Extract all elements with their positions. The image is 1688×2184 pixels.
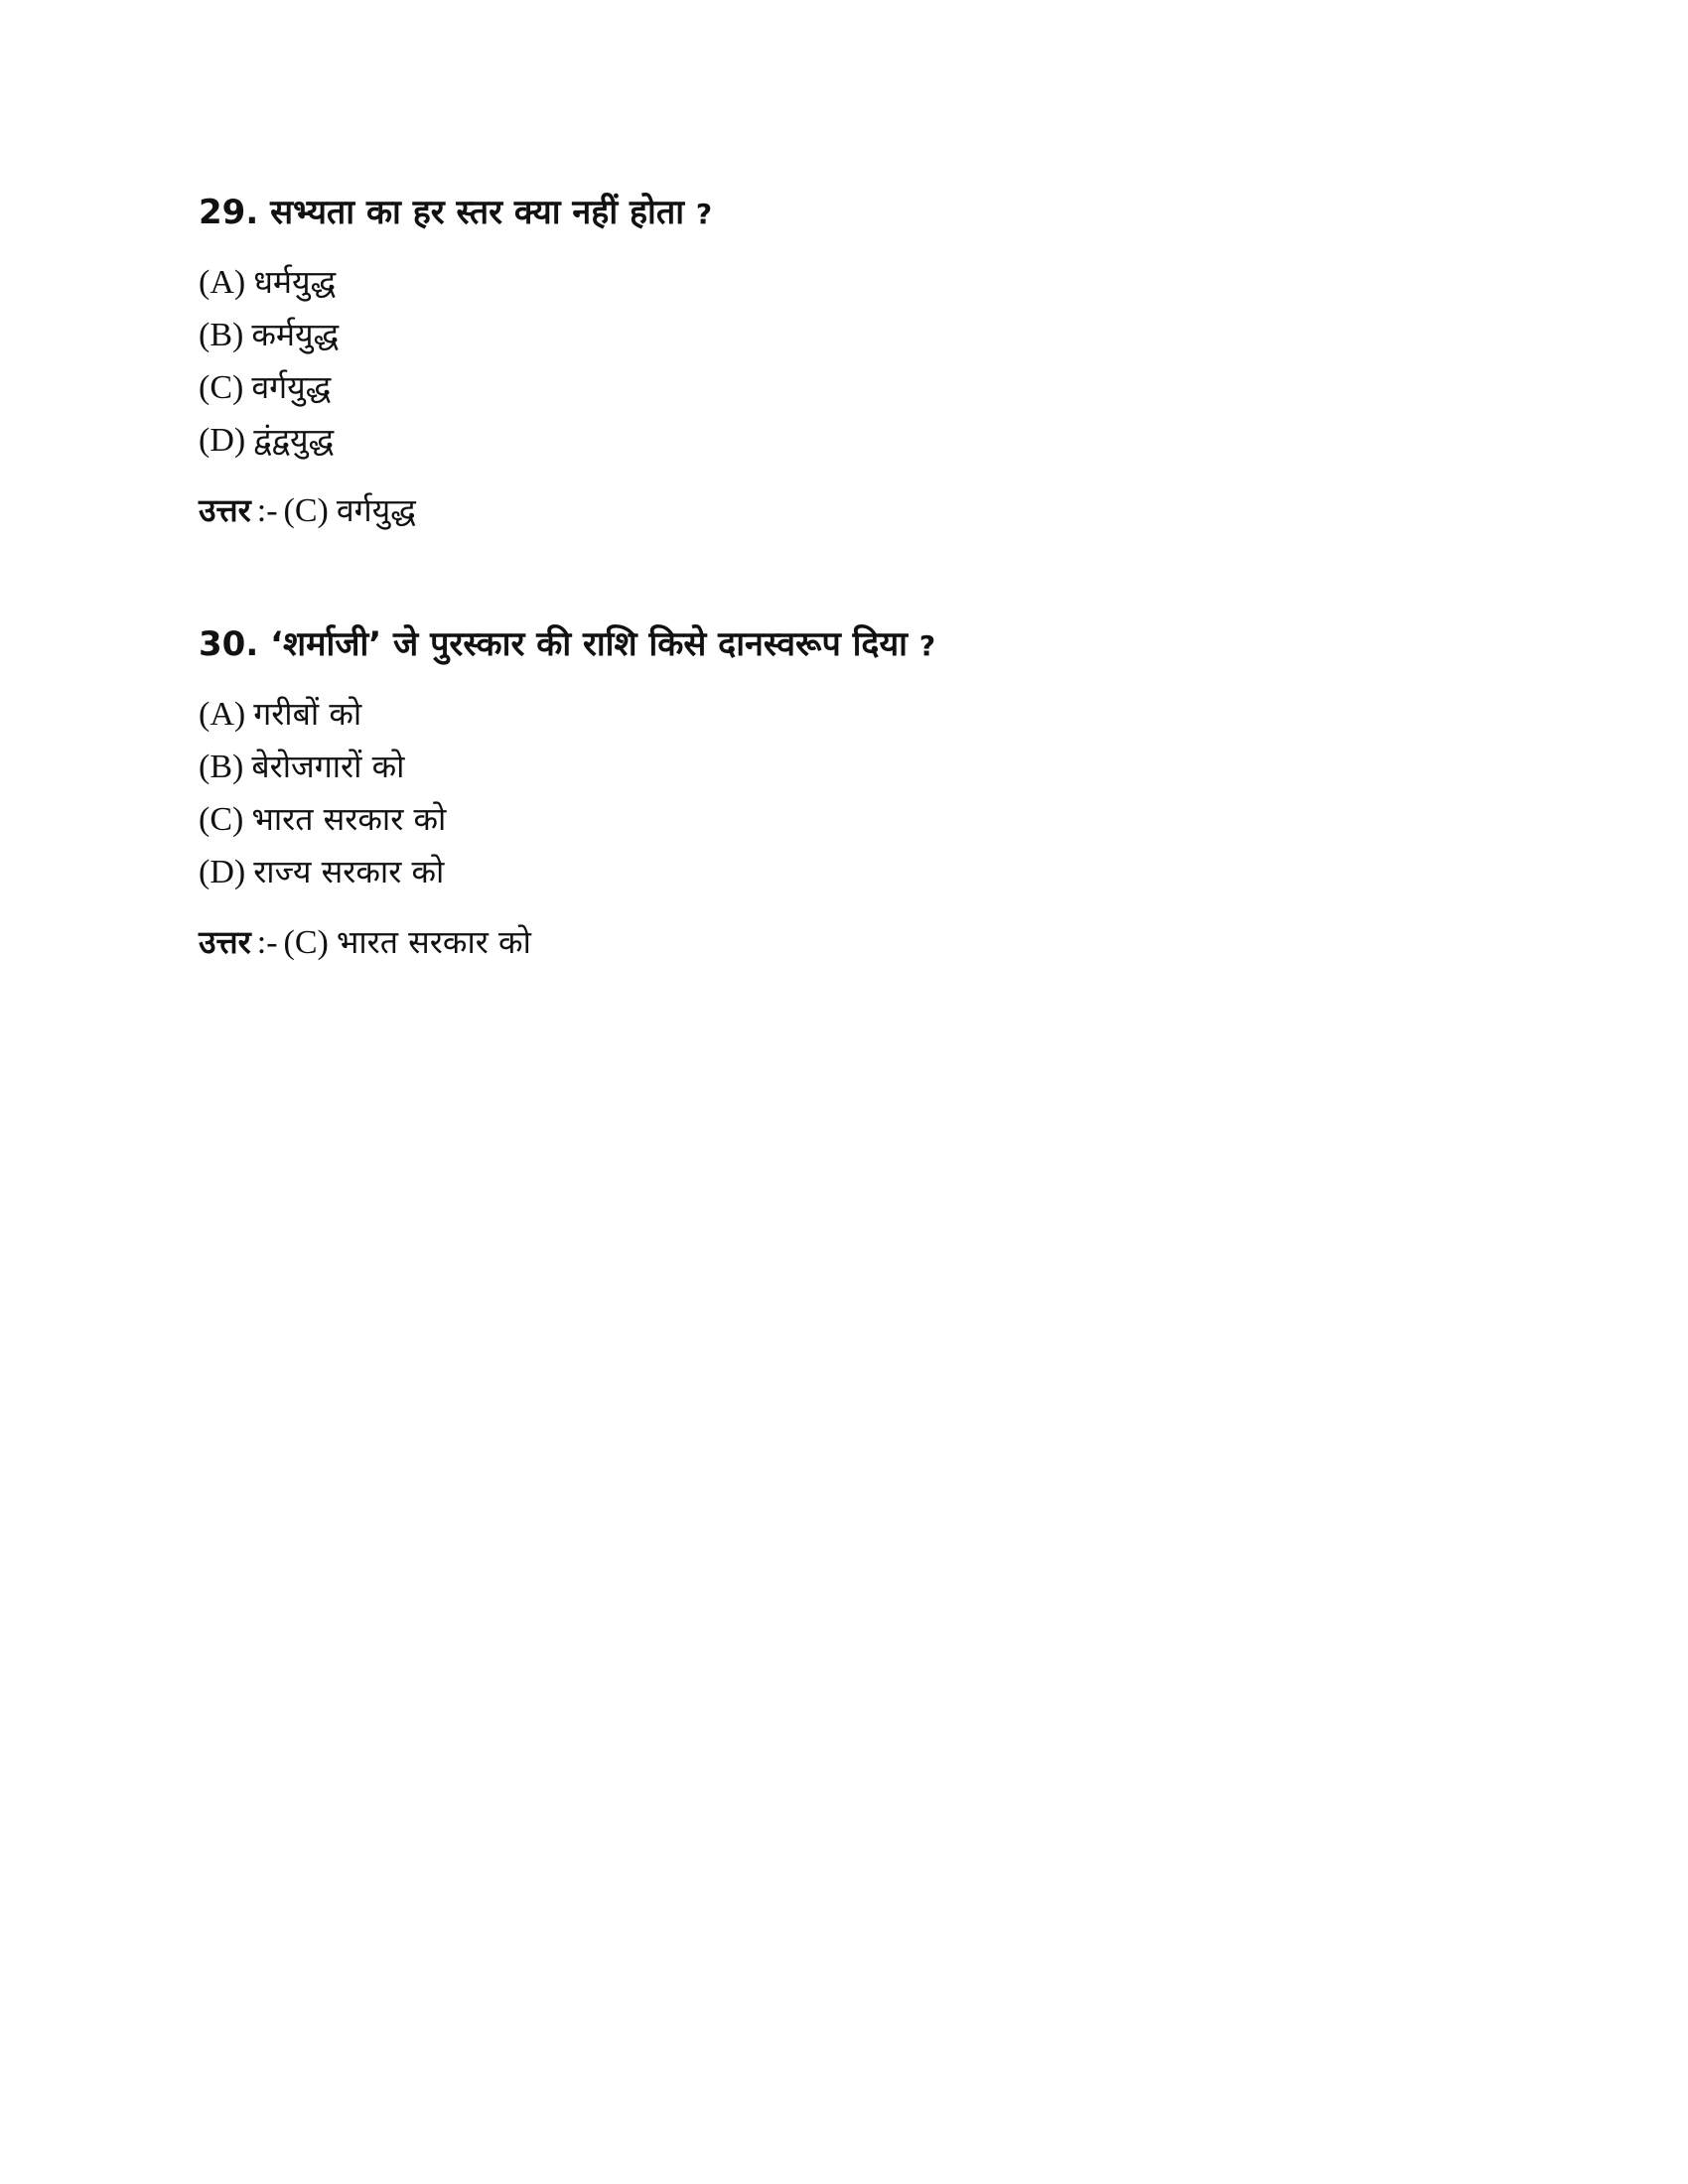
option-label: (A): [199, 264, 246, 301]
question-number: 29.: [199, 193, 259, 232]
answer-text: भारत सरकार को: [336, 923, 531, 961]
answer-separator: :-: [256, 492, 278, 529]
answer-separator: :-: [256, 924, 278, 961]
options-list: [199, 688, 1489, 898]
question-text: [199, 189, 1489, 238]
option-text: बेरोजगारों को: [251, 748, 405, 785]
option-d: [199, 846, 1489, 898]
question-number: 30.: [199, 624, 259, 664]
question-29: [199, 189, 1489, 535]
document-page: [199, 189, 1489, 1001]
option-b: [199, 309, 1489, 361]
question-30: [199, 620, 1489, 967]
option-label: (B): [199, 749, 244, 785]
option-label: (A): [199, 696, 246, 733]
question-text: [199, 620, 1489, 670]
option-c: [199, 361, 1489, 414]
option-label: (C): [199, 801, 244, 838]
option-text: द्वंद्वयुद्ध: [253, 421, 335, 459]
answer-line: [199, 486, 1489, 535]
option-text: गरीबों को: [253, 695, 362, 733]
question-body: सभ्यता का हर स्तर क्या नहीं होता: [270, 193, 685, 232]
option-text: वर्गयुद्ध: [251, 368, 332, 406]
option-label: (D): [199, 854, 246, 890]
option-text: भारत सरकार को: [251, 800, 447, 838]
options-list: [199, 256, 1489, 467]
option-text: कर्मयुद्ध: [251, 316, 340, 353]
option-a: [199, 256, 1489, 309]
option-c: [199, 793, 1489, 846]
answer-text: वर्गयुद्ध: [336, 491, 416, 529]
option-text: राज्य सरकार को: [253, 853, 445, 890]
option-label: (D): [199, 422, 246, 459]
question-mark: ?: [918, 629, 936, 662]
option-label: (C): [199, 369, 244, 406]
option-text: धर्मयुद्ध: [253, 263, 337, 301]
option-b: [199, 741, 1489, 793]
answer-key: उत्तर: [199, 923, 251, 961]
question-body: ‘शर्माजी’ जे पुरस्कार की राशि किसे दानस्वरूप दिया: [270, 624, 908, 664]
answer-line: [199, 918, 1489, 967]
option-label: (B): [199, 317, 244, 353]
answer-label: (C): [283, 492, 329, 529]
question-mark: ?: [695, 198, 713, 230]
option-d: [199, 414, 1489, 467]
option-a: [199, 688, 1489, 741]
answer-key: उत्तर: [199, 491, 251, 529]
answer-label: (C): [283, 924, 329, 961]
